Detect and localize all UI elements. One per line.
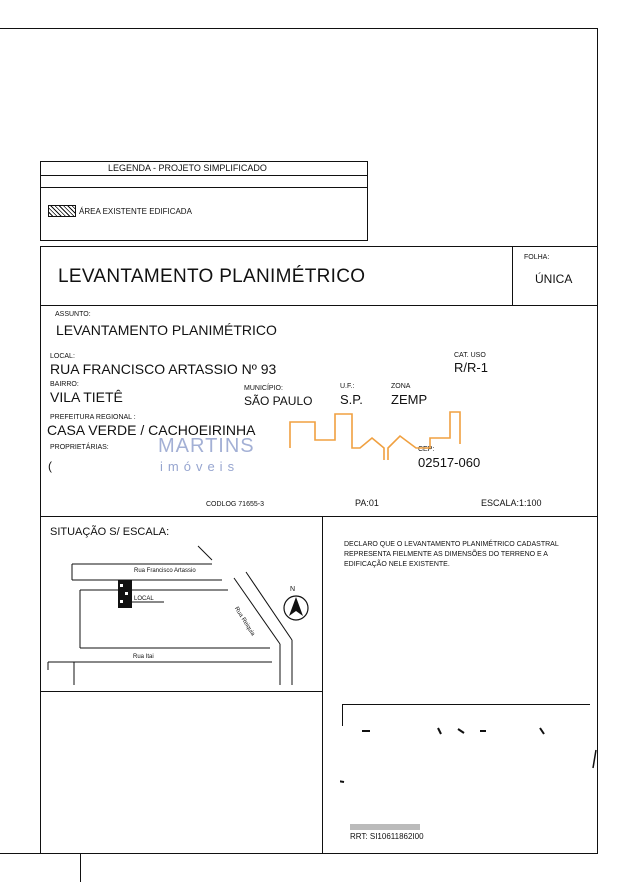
north-pointer (289, 597, 303, 616)
north-arrow-icon (282, 594, 310, 622)
declaration-line-3: EDIFICAÇÃO NELE EXISTENTE. (344, 561, 450, 568)
watermark-skyline (290, 414, 384, 460)
folha-label: FOLHA: (524, 254, 550, 261)
assunto-label: ASSUNTO: (55, 311, 91, 318)
codlog: CODLOG 71655-3 (206, 501, 264, 508)
street-label-itai: Rua Itai (133, 654, 154, 660)
legend-divider (40, 175, 368, 176)
cep-value: 02517-060 (418, 455, 481, 470)
legend-box (40, 161, 368, 241)
local-label: LOCAL: (50, 353, 75, 360)
redaction-mark (340, 780, 344, 782)
folha-divider (512, 246, 513, 306)
watermark-subtext: imóveis (160, 459, 240, 474)
north-label: N (290, 586, 296, 593)
frame-tick (80, 853, 81, 882)
signature-left-tick (342, 704, 343, 726)
situacao-title: SITUAÇÃO S/ ESCALA: (50, 526, 170, 538)
local-lot-highlight (125, 592, 128, 595)
local-lot-highlight (120, 600, 123, 603)
declaration-line-2: REPRESENTA FIELMENTE AS DIMENSÕES DO TERRENO E A (344, 551, 548, 558)
legend-divider-2 (40, 187, 368, 188)
legend-item-label: ÁREA EXISTENTE EDIFICADA (79, 207, 192, 216)
proprietarias-label: PROPRIETÁRIAS: (50, 444, 109, 451)
assunto-value: LEVANTAMENTO PLANIMÉTRICO (56, 322, 277, 338)
street-label-reiquia: Rua Reiquia (232, 606, 256, 638)
uf-label: U.F.: (340, 383, 355, 390)
signature-redaction-marks (340, 724, 610, 784)
map-line (198, 546, 212, 560)
redaction-mark (438, 728, 441, 734)
redaction-mark (540, 728, 544, 734)
redaction-mark (593, 750, 596, 768)
local-lot-highlight (120, 584, 123, 587)
uf-value: S.P. (340, 392, 363, 407)
cat-uso-label: CAT. USO (454, 352, 486, 359)
redaction-mark (458, 729, 464, 733)
frame-top (0, 28, 597, 29)
declaration-line-1: DECLARO QUE O LEVANTAMENTO PLANIMÉTRICO CADASTRAL (344, 541, 559, 548)
proprietarias-value: ( (48, 459, 52, 473)
cat-uso-value: R/R-1 (454, 360, 488, 375)
legend-hatch-swatch (48, 205, 76, 217)
municipio-value: SÃO PAULO (244, 394, 313, 408)
folha-value: ÚNICA (535, 272, 573, 286)
prefeitura-label: PREFEITURA REGIONAL : (50, 414, 136, 421)
bairro-value: VILA TIETÊ (50, 389, 123, 405)
situation-map (40, 540, 322, 690)
local-value: RUA FRANCISCO ARTASSIO Nº 93 (50, 361, 277, 377)
cep-label: CEP: (418, 446, 435, 453)
local-map-label: LOCAL (134, 596, 154, 602)
situacao-bottom-divider (40, 691, 323, 692)
street-label-artassio: Rua Francisco Artassio (134, 568, 196, 574)
escala: ESCALA:1:100 (481, 498, 542, 508)
lower-vertical-divider (322, 516, 323, 854)
bairro-label: BAIRRO: (50, 381, 79, 388)
zona-label: ZONA (391, 383, 411, 390)
legend-title: LEGENDA - PROJETO SIMPLIFICADO (108, 163, 267, 173)
zona-value: ZEMP (391, 392, 428, 407)
watermark-text: MARTINS (158, 435, 255, 457)
municipio-label: MUNICÍPIO: (244, 385, 283, 392)
page-title: LEVANTAMENTO PLANIMÉTRICO (58, 266, 366, 287)
prefeitura-value: CASA VERDE / CACHOEIRINHA (47, 422, 256, 438)
credential-blur (350, 824, 420, 830)
pa: PA:01 (355, 498, 379, 508)
title-row-divider (40, 305, 598, 306)
rrt-text: RRT: SI10611862I00 (350, 832, 424, 841)
watermark-skyline-2 (388, 412, 460, 460)
signature-line (342, 704, 590, 705)
